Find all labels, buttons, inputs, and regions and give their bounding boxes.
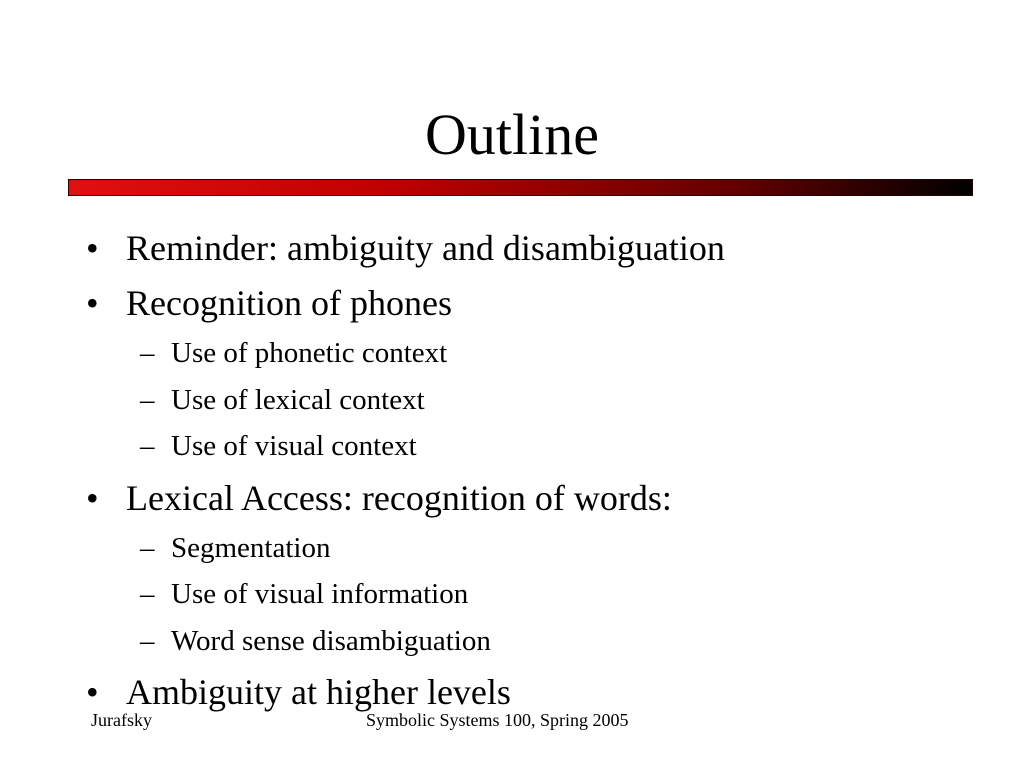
slide-title: Outline [425,102,599,167]
sub-bullet-item [140,428,417,464]
sub-bullet-marker: – [140,384,155,416]
sub-bullet-text: Word sense disambiguation [171,625,491,657]
sub-bullet-text: Use of visual information [171,578,469,610]
sub-bullet-text: Use of phonetic context [171,337,448,369]
sub-bullet-marker: – [140,625,155,657]
footer-author: Jurafsky [91,710,152,730]
bullet-text: Lexical Access: recognition of words: [126,478,672,518]
sub-bullet-item [140,335,447,371]
bullet-item [86,476,672,520]
sub-bullet-item [140,623,491,659]
sub-bullet-marker: – [140,532,155,564]
sub-bullet-marker: – [140,578,155,610]
sub-bullet-item [140,530,330,566]
sub-bullet-item [140,576,468,612]
sub-bullet-item [140,382,425,418]
sub-bullet-text: Segmentation [171,532,331,564]
sub-bullet-text: Use of visual context [171,430,417,462]
bullet-text: Reminder: ambiguity and disambiguation [126,228,725,268]
bullet-item [86,281,452,325]
bullet-item [86,226,725,270]
bullet-marker: • [86,478,99,518]
footer-course: Symbolic Systems 100, Spring 2005 [366,710,629,730]
sub-bullet-marker: – [140,337,155,369]
sub-bullet-text: Use of lexical context [171,384,425,416]
bullet-marker: • [86,228,99,268]
bullet-text: Recognition of phones [126,283,452,323]
bullet-marker: • [86,672,99,712]
bullet-marker: • [86,283,99,323]
bullet-item [86,670,511,714]
sub-bullet-marker: – [140,430,155,462]
bullet-text: Ambiguity at higher levels [126,672,511,712]
